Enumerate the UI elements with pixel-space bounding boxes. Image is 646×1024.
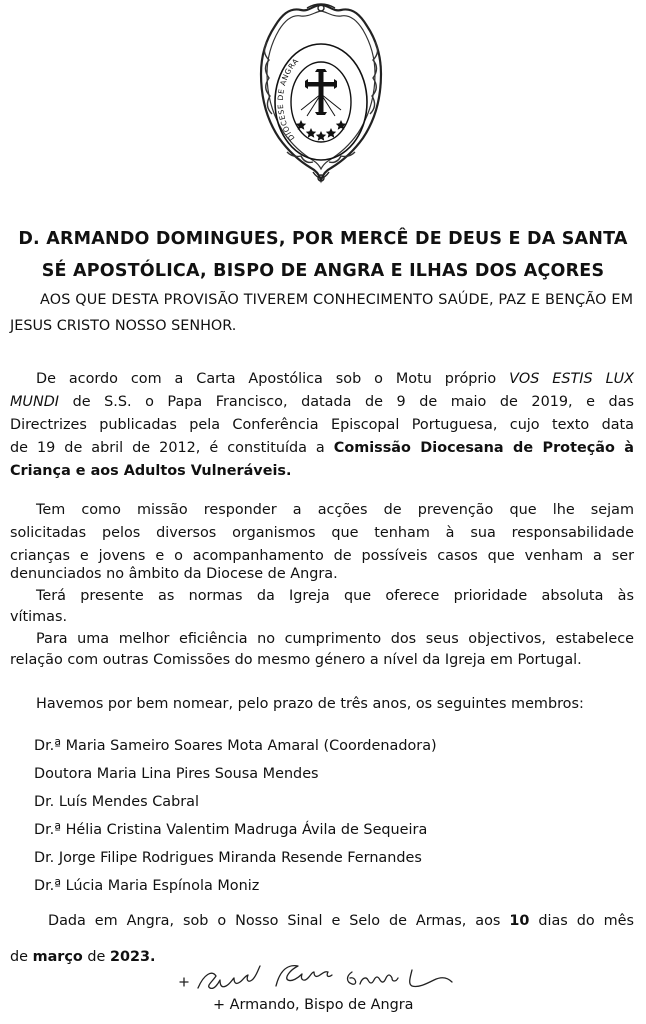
paragraph-2-line-4: denunciados no âmbito da Diocese de Angra. [10, 566, 338, 582]
closing-month: março [32, 949, 83, 965]
document-title-line-2: SÉ APOSTÓLICA, BISPO DE ANGRA E ILHAS DOS AÇORES [41, 261, 605, 281]
document-title-line-1: D. ARMANDO DOMINGUES, POR MERCÊ DE DEUS E DA SANTA [18, 229, 628, 249]
signer-name: + Armando, Bispo de Angra [213, 997, 414, 1013]
closing-line-2: de março de 2023. [10, 949, 156, 965]
seal-ring-text: DIOCESE DE ANGRA [275, 56, 301, 143]
paragraph-2-line-2: solicitadas pelos diversos organismos que tenham à sua responsabilidade [10, 525, 634, 541]
paragraph-4-line-1: Para uma melhor eficiência no cumprimento dos seus objectivos, estabelece [36, 631, 634, 647]
list-item: Doutora Maria Lina Pires Sousa Mendes [34, 766, 319, 782]
paragraph-2-line-1: Tem como missão responder a acções de prevenção que lhe sejam [36, 502, 634, 518]
list-item: Dr. Jorge Filipe Rodrigues Miranda Resende Fernandes [34, 850, 422, 866]
paragraph-2-line-3: crianças e jovens e o acompanhamento de possíveis casos que venham a ser [10, 548, 634, 564]
closing-day: 10 [509, 913, 530, 929]
salutation-line-1: AOS QUE DESTA PROVISÃO TIVEREM CONHECIMENTO SAÚDE, PAZ E BENÇÃO EM [40, 292, 634, 308]
list-item: Dr.ª Maria Sameiro Soares Mota Amaral (Coordenadora) [34, 738, 437, 754]
paragraph-1-line-1: De acordo com a Carta Apostólica sob o Motu próprio VOS ESTIS LUX [36, 371, 634, 387]
paragraph-4-line-2: relação com outras Comissões do mesmo género a nível da Igreja em Portugal. [10, 652, 582, 668]
closing-line-1: Dada em Angra, sob o Nosso Sinal e Selo de Armas, aos 10 dias do mês [48, 913, 634, 929]
diocese-seal-emblem [257, 2, 385, 186]
paragraph-1-line-3: Directrizes publicadas pela Conferência Episcopal Portuguesa, cujo texto data [10, 417, 634, 433]
list-item: Dr. Luís Mendes Cabral [34, 794, 199, 810]
commission-name: Comissão Diocesana de Proteção à [333, 440, 634, 456]
list-item: Dr.ª Lúcia Maria Espínola Moniz [34, 878, 260, 894]
nomination-statement: Havemos por bem nomear, pelo prazo de três anos, os seguintes membros: [36, 696, 584, 712]
paragraph-1-line-5: Criança e aos Adultos Vulneráveis. [10, 463, 292, 479]
paragraph-3-line-1: Terá presente as normas da Igreja que oferece prioridade absoluta às [36, 588, 634, 604]
paragraph-1-line-2: MUNDI de S.S. o Papa Francisco, datada de 9 de maio de 2019, e das [10, 394, 634, 410]
closing-year: 2023. [109, 949, 156, 965]
paragraph-3-line-2: vítimas. [10, 609, 68, 625]
handwritten-signature [176, 962, 466, 998]
motu-proprio-title: VOS ESTIS LUX [509, 371, 634, 387]
motu-proprio-title-end: MUNDI [10, 394, 60, 410]
salutation-line-2: JESUS CRISTO NOSSO SENHOR. [10, 318, 237, 334]
paragraph-1-line-4: de 19 de abril de 2012, é constituída a Comissão Diocesana de Proteção à [10, 440, 634, 456]
list-item: Dr.ª Hélia Cristina Valentim Madruga Ávila de Sequeira [34, 822, 428, 838]
